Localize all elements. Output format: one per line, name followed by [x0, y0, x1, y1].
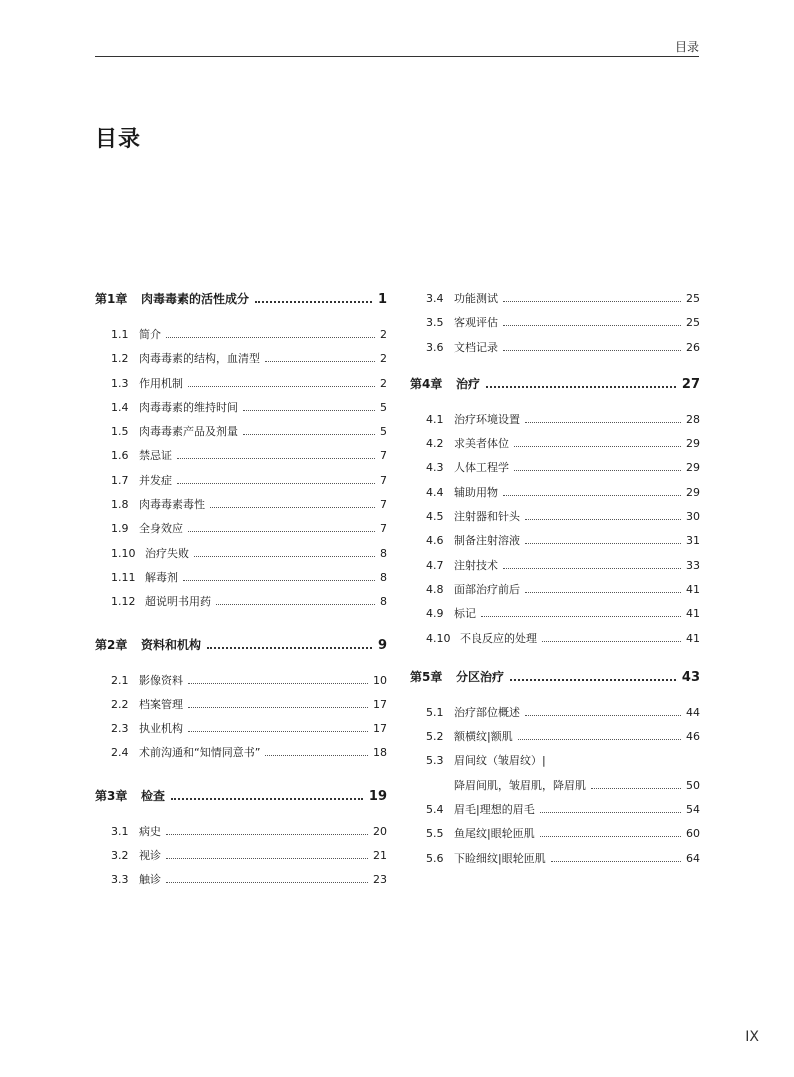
dot-leader: [503, 568, 681, 569]
section-page: 29: [686, 461, 700, 475]
section-title: 影像资料: [139, 673, 183, 687]
toc-section[interactable]: [95, 350, 387, 374]
dot-leader: [207, 647, 372, 649]
chapter-title: 检查: [141, 788, 166, 803]
section-page: 21: [373, 849, 387, 863]
section-number: 1.10: [111, 546, 136, 560]
section-number: 5.1: [426, 705, 444, 719]
section-number: 1.5: [111, 425, 129, 439]
section-title: 客观评估: [454, 316, 498, 330]
dot-leader: [265, 755, 368, 756]
chapter-title: 肉毒毒素的活性成分: [141, 292, 250, 306]
dot-leader: [551, 861, 681, 862]
dot-leader: [210, 507, 375, 508]
section-title: 求美者体位: [454, 437, 509, 451]
section-title: 注射技术: [454, 558, 498, 572]
toc-section[interactable]: [410, 459, 700, 483]
section-page: 7: [380, 473, 387, 487]
toc-section[interactable]: [410, 484, 700, 508]
dot-leader: [525, 519, 681, 520]
dot-leader: [540, 812, 681, 813]
toc-section[interactable]: [410, 557, 700, 581]
section-number: 1.7: [111, 473, 129, 487]
section-number: 1.4: [111, 400, 129, 414]
section-page: 29: [686, 437, 700, 451]
chapter-number: 第2章: [95, 637, 128, 652]
section-page: 29: [686, 485, 700, 499]
section-title: 制备注射溶液: [454, 534, 520, 548]
section-number: 5.4: [426, 803, 444, 817]
section-number: 1.3: [111, 376, 129, 390]
toc-section[interactable]: [410, 752, 700, 776]
section-title: 超说明书用药: [145, 595, 211, 609]
section-number: 4.10: [426, 631, 451, 645]
section-page: 8: [380, 595, 387, 609]
dot-leader: [166, 834, 368, 835]
toc-section[interactable]: [410, 825, 700, 849]
toc-section[interactable]: [410, 508, 700, 532]
toc-section[interactable]: [410, 850, 700, 874]
section-title: 辅助用物: [454, 485, 498, 499]
section-title: 肉毒毒素的结构，血清型: [139, 352, 260, 366]
section-title: 面部治疗前后: [454, 582, 520, 596]
section-page: 7: [380, 498, 387, 512]
section-title: 下睑细纹|眼轮匝肌: [454, 851, 546, 865]
section-number: 1.11: [111, 570, 136, 584]
toc-section[interactable]: [95, 545, 387, 569]
dot-leader: [255, 301, 372, 303]
dot-leader: [514, 470, 681, 471]
dot-leader: [183, 580, 375, 581]
section-number: 1.8: [111, 498, 129, 512]
toc-section[interactable]: [95, 871, 387, 895]
toc-section[interactable]: [95, 823, 387, 847]
toc-right-column: [410, 290, 700, 874]
section-number: 1.12: [111, 595, 136, 609]
running-header: 目录: [674, 40, 699, 54]
section-number: 1.9: [111, 522, 129, 536]
section-page: 5: [380, 400, 387, 414]
section-number: 2.3: [111, 722, 129, 736]
toc-section[interactable]: [410, 435, 700, 459]
section-page: 46: [686, 730, 700, 744]
section-page: 41: [686, 631, 700, 645]
section-page: 26: [686, 340, 700, 354]
section-number: 3.4: [426, 292, 444, 305]
dot-leader: [518, 739, 681, 740]
section-page: 50: [686, 778, 700, 792]
section-page: 5: [380, 425, 387, 439]
toc-chapter[interactable]: [95, 636, 387, 658]
section-title: 注射器和针头: [454, 510, 520, 524]
chapter-number: 第1章: [95, 292, 128, 306]
dot-leader: [243, 434, 375, 435]
section-number: 1.6: [111, 449, 129, 463]
section-page: 18: [373, 746, 387, 760]
section-page: 8: [380, 570, 387, 584]
section-title: 执业机构: [139, 722, 183, 736]
page-title: 目录: [95, 127, 142, 152]
section-page: 2: [380, 376, 387, 390]
toc-chapter[interactable]: [410, 375, 700, 397]
toc-section[interactable]: [95, 326, 387, 350]
dot-leader: [171, 798, 363, 800]
toc-section[interactable]: [410, 532, 700, 556]
section-number: 4.7: [426, 558, 444, 572]
section-number: 4.3: [426, 461, 444, 475]
dot-leader: [503, 495, 681, 496]
toc-section[interactable]: [410, 339, 700, 363]
dot-leader: [503, 325, 681, 326]
dot-leader: [177, 483, 375, 484]
section-number: 4.4: [426, 485, 444, 499]
section-title: 治疗失败: [145, 546, 189, 560]
toc-section[interactable]: [410, 605, 700, 629]
toc-section[interactable]: [95, 847, 387, 871]
section-page: 30: [686, 510, 700, 524]
toc-section[interactable]: [95, 472, 387, 496]
toc-section[interactable]: [95, 375, 387, 399]
toc-section[interactable]: [410, 411, 700, 435]
section-page: 60: [686, 827, 700, 841]
section-page: 44: [686, 705, 700, 719]
section-title: 鱼尾纹|眼轮匝肌: [454, 827, 535, 841]
section-title: 肉毒毒素毒性: [139, 498, 205, 512]
section-page: 28: [686, 412, 700, 426]
toc-section[interactable]: [410, 581, 700, 605]
chapter-title: 分区治疗: [456, 669, 505, 684]
dot-leader: [188, 731, 368, 732]
toc-section[interactable]: [95, 399, 387, 423]
section-title: 视诊: [139, 849, 161, 863]
section-title: 作用机制: [139, 376, 183, 390]
section-page: 20: [373, 824, 387, 838]
toc-section[interactable]: [410, 704, 700, 728]
page-number: IX: [745, 1029, 759, 1045]
dot-leader: [503, 301, 681, 302]
chapter-page: 1: [377, 292, 387, 307]
section-page: 33: [686, 558, 700, 572]
section-title: 治疗环境设置: [454, 412, 520, 426]
header-rule: [95, 56, 699, 57]
chapter-page: 19: [368, 788, 387, 804]
dot-leader: [188, 531, 375, 532]
chapter-page: 43: [681, 669, 700, 685]
section-title: 眉毛|理想的眉毛: [454, 803, 535, 817]
section-number: 4.1: [426, 412, 444, 426]
section-page: 7: [380, 522, 387, 536]
section-title: 人体工程学: [454, 461, 509, 475]
dot-leader: [540, 836, 681, 837]
section-title: 简介: [139, 328, 161, 341]
dot-leader: [591, 788, 681, 789]
toc-chapter[interactable]: [95, 290, 387, 312]
section-number: 2.2: [111, 697, 129, 711]
section-number: 3.2: [111, 849, 129, 863]
toc-chapter[interactable]: [95, 787, 387, 809]
section-title: 禁忌证: [139, 449, 172, 463]
section-number: 5.3: [426, 754, 444, 768]
section-page: 8: [380, 546, 387, 560]
section-number: 1.2: [111, 352, 129, 366]
section-page: 10: [373, 673, 387, 687]
dot-leader: [188, 683, 368, 684]
section-title: 术前沟通和“知情同意书”: [139, 746, 261, 760]
toc-section[interactable]: [410, 290, 700, 314]
toc-section[interactable]: [95, 520, 387, 544]
dot-leader: [481, 616, 681, 617]
toc-section[interactable]: [95, 696, 387, 720]
dot-leader: [166, 858, 368, 859]
chapter-page: 27: [681, 376, 700, 392]
section-title: 肉毒毒素的维持时间: [139, 400, 238, 414]
dot-leader: [525, 592, 681, 593]
dot-leader: [542, 641, 681, 642]
dot-leader: [194, 556, 375, 557]
toc-section[interactable]: [410, 314, 700, 338]
section-number: 5.5: [426, 827, 444, 841]
dot-leader: [503, 350, 681, 351]
section-title: 解毒剂: [145, 570, 178, 584]
dot-leader: [265, 361, 375, 362]
section-number: 3.1: [111, 824, 129, 838]
section-title: 治疗部位概述: [454, 705, 520, 719]
section-page: 23: [373, 873, 387, 887]
section-number: 4.8: [426, 582, 444, 596]
toc-left-column: [95, 290, 387, 896]
toc-section[interactable]: [95, 672, 387, 696]
dot-leader: [514, 446, 681, 447]
section-title: 触诊: [139, 873, 161, 887]
section-page: 17: [373, 697, 387, 711]
chapter-title: 治疗: [456, 376, 481, 391]
dot-leader: [486, 386, 676, 388]
section-title: 不良反应的处理: [460, 631, 537, 645]
section-title: 标记: [454, 607, 476, 621]
dot-leader: [525, 715, 681, 716]
dot-leader: [166, 882, 368, 883]
section-title: 全身效应: [139, 522, 183, 536]
toc-section[interactable]: [95, 593, 387, 617]
section-number: 3.3: [111, 873, 129, 887]
section-title: 并发症: [139, 473, 172, 487]
section-number: 5.6: [426, 851, 444, 865]
dot-leader: [188, 707, 368, 708]
section-title: 额横纹|额肌: [454, 730, 513, 744]
section-number: 3.6: [426, 340, 444, 354]
section-number: 1.1: [111, 328, 129, 341]
toc-section[interactable]: [95, 496, 387, 520]
section-number: 4.6: [426, 534, 444, 548]
toc-section-continued[interactable]: [410, 777, 700, 801]
section-number: 3.5: [426, 316, 444, 330]
section-page: 54: [686, 803, 700, 817]
section-page: 25: [686, 292, 700, 305]
toc-section[interactable]: [95, 744, 387, 768]
section-number: 4.2: [426, 437, 444, 451]
section-page: 17: [373, 722, 387, 736]
section-title: 档案管理: [139, 697, 183, 711]
dot-leader: [525, 422, 681, 423]
section-page: 31: [686, 534, 700, 548]
toc-section[interactable]: [410, 728, 700, 752]
dot-leader: [177, 458, 375, 459]
toc-section[interactable]: [410, 801, 700, 825]
dot-leader: [166, 337, 375, 338]
section-number: 2.4: [111, 746, 129, 760]
section-page: 7: [380, 449, 387, 463]
section-page: 41: [686, 582, 700, 596]
toc-section[interactable]: [95, 720, 387, 744]
toc-section[interactable]: [95, 569, 387, 593]
section-title: 眉间纹（皱眉纹）|: [454, 754, 546, 768]
section-page: 25: [686, 316, 700, 330]
section-title: 病史: [139, 824, 161, 838]
chapter-number: 第3章: [95, 788, 128, 803]
section-title: 功能测试: [454, 292, 498, 305]
section-number: 4.9: [426, 607, 444, 621]
section-page: 41: [686, 607, 700, 621]
dot-leader: [216, 604, 375, 605]
toc-section[interactable]: [95, 423, 387, 447]
section-number: 2.1: [111, 673, 129, 687]
section-number: 4.5: [426, 510, 444, 524]
chapter-title: 资料和机构: [141, 637, 202, 652]
toc-chapter[interactable]: [410, 668, 700, 690]
chapter-page: 9: [377, 637, 387, 653]
dot-leader: [243, 410, 375, 411]
section-page: 2: [380, 352, 387, 366]
section-number: 5.2: [426, 730, 444, 744]
dot-leader: [188, 386, 375, 387]
dot-leader: [525, 543, 681, 544]
chapter-number: 第5章: [410, 669, 443, 684]
section-page: 2: [380, 328, 387, 341]
section-page: 64: [686, 851, 700, 865]
section-title: 肉毒毒素产品及剂量: [139, 425, 238, 439]
chapter-number: 第4章: [410, 376, 443, 391]
toc-section[interactable]: [410, 630, 700, 654]
section-title: 降眉间肌，皱眉肌，降眉肌: [454, 778, 586, 792]
toc-section[interactable]: [95, 447, 387, 471]
section-title: 文档记录: [454, 340, 498, 354]
dot-leader: [510, 679, 676, 681]
